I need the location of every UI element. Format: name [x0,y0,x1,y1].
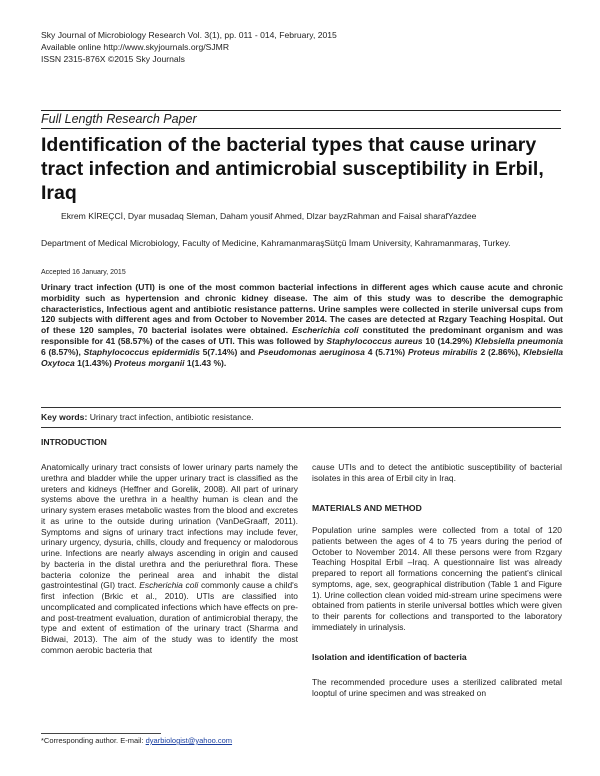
abstract: Urinary tract infection (UTI) is one of the most common bacterial infections in different ages which cause acute and chronic morbidity such as hypertension and chronic kidney disease. The aim of this study was to describe the demographic characteristics, Infectious agent and antibiotic resistance patterns. Urine samples were collected in sterile universal cups from 120 subjects with different ages and from October to November 2014. The cases are detected at Rzgary Teaching Hospital. Out of these 120 samples, 70 bacterial isolates were obtained. Escherichia coli constituted the predominant organism and was responsible for 41 (58.57%) of the cases of UTI. This was followed by Staphylococcus aureus 10 (14.29%) Klebsiella pneumonia 6 (8.57%), Staphylococcus epidermidis 5(7.14%) and Pseudomonas aeruginosa 4 (5.71%) Proteus mirabilis 2 (2.86%), Klebsiella Oxytoca 1(1.43%) Proteus morganii 1(1.43 %). [41,282,563,368]
introduction-continued: cause UTIs and to detect the antibiotic susceptibility of bacterial isolates in this area of Erbil city in Iraq. [312,462,562,483]
journal-citation: Sky Journal of Microbiology Research Vol. 3(1), pp. 011 - 014, February, 2015 [41,30,337,40]
divider [41,110,561,111]
affiliation: Department of Medical Microbiology, Faculty of Medicine, KahramanmaraşSütçü İmam University, Kahramanmaraş, Turkey. [41,238,511,248]
keywords-label: Key words: [41,412,88,422]
keywords [41,412,254,423]
introduction-heading: INTRODUCTION [41,437,107,447]
footnote [41,736,232,746]
methods-heading: MATERIALS AND METHOD [312,503,422,513]
methods-text: Population urine samples were collected from a total of 120 patients between the ages of 4 to 75 years during the period of October to November 2014. All these persons were from Rzgary Teaching Hospital Erbil –Iraq. A questionnaire list was already prepared to report all formations concerning the patient's clinical symptoms, age, sex, geographical distribution (Table 1 and Figure 1). Urine collection clean voided mid-stream urine specimens were obtained from patients in sterile universal bottles which were given to their parents for collections and transported to the laboratory immediately in urinalysis. [312,525,562,632]
paper-type: Full Length Research Paper [41,112,197,126]
footnote-divider [41,733,161,734]
divider [41,427,561,428]
divider [41,128,561,129]
paper-title: Identification of the bacterial types that cause urinary tract infection and antimicrobial susceptibility in Erbil, Iraq [41,134,544,204]
journal-issn: ISSN 2315-876X ©2015 Sky Journals [41,54,185,64]
introduction-text: Anatomically urinary tract consists of lower urinary parts namely the urethra and bladder while the upper urinary tract is classified as the ureters and kidneys (Heffner and Gorelik, 2008). All part of urinary systems above the urethra in a healthy human is clean and the urinary system erases metabolic wastes from the blood and excretes it as urine to the outside during urination (VanDeGraaff, 2011). Symptoms and signs of urinary tract infections may include fever, urinary urgency, dysuria, chills, cloudy and frequency or malodorous urine. Infections are nearly always ascending in origin and caused by bacteria in the distal urethra and the periurethral flora. These bacteria colonize the perineal area and inhabit the distal gastrointestinal (GI) tract. Escherichia coli commonly cause a child's first infection (Brkic et al., 2010). UTIs are classified into uncomplicated and complicated infections which have effects on pre-and post-treatment evaluation, duration of antimicrobial therapy, the type and extent of estimation of the urinary tract (Sharma and Bidwai, 2013). The aim of the study was to identify the most common aerobic bacteria that [41,462,298,655]
isolation-text: The recommended procedure uses a sterilized calibrated metal looptul of urine specimen and was streaked on [312,677,562,698]
divider [41,407,561,408]
journal-header [41,29,337,65]
author-list: Ekrem KİREÇCİ, Dyar musadaq Sleman, Daham yousif Ahmed, Dlzar bayzRahman and Faisal sharafYazdee [61,211,477,221]
footnote-label: *Corresponding author. E-mail: [41,736,146,745]
accepted-date: Accepted 16 January, 2015 [41,269,126,276]
keywords-text: Urinary tract infection, antibiotic resistance. [87,412,254,422]
author-email-link[interactable]: dyarbiologist@yahoo.com [145,736,233,745]
isolation-heading: Isolation and identification of bacteria [312,652,467,662]
journal-url: Available online http://www.skyjournals.org/SJMR [41,42,230,52]
